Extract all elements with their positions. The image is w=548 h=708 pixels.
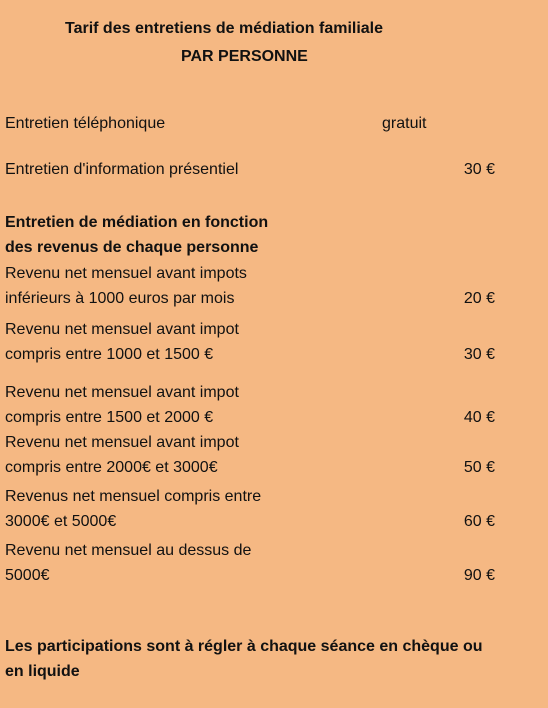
- mediation-heading-cont: des revenus de chaque personne: [5, 239, 259, 256]
- tier-label-cont: 5000€: [5, 567, 50, 584]
- tier-label-cont: compris entre 1500 et 2000 €: [5, 409, 214, 426]
- info-interview-price: 30 €: [463, 161, 495, 178]
- tier-label: Revenus net mensuel compris entre: [5, 488, 262, 505]
- tier-price: 60 €: [463, 513, 495, 530]
- tier-label: Revenu net mensuel avant impot: [5, 434, 239, 451]
- mediation-heading: Entretien de médiation en fonction: [5, 214, 269, 231]
- tier-price: 20 €: [463, 290, 495, 307]
- page-subtitle: PAR PERSONNE: [181, 48, 308, 65]
- tier-label-cont: inférieurs à 1000 euros par mois: [5, 290, 235, 307]
- tier-price: 50 €: [463, 459, 495, 476]
- payment-note: Les participations sont à régler à chaque séance en chèque ou: [5, 638, 483, 655]
- payment-note-cont: en liquide: [5, 663, 80, 680]
- tier-label-cont: 3000€ et 5000€: [5, 513, 117, 530]
- info-interview-label: Entretien d'information présentiel: [5, 161, 239, 178]
- tier-label: Revenu net mensuel au dessus de: [5, 542, 252, 559]
- tier-price: 30 €: [463, 346, 495, 363]
- tier-label-cont: compris entre 1000 et 1500 €: [5, 346, 214, 363]
- page-title: Tarif des entretiens de médiation familiale: [65, 20, 384, 37]
- phone-interview-label: Entretien téléphonique: [5, 115, 166, 132]
- tier-label: Revenu net mensuel avant impot: [5, 321, 239, 338]
- tier-label-cont: compris entre 2000€ et 3000€: [5, 459, 218, 476]
- tier-price: 40 €: [463, 409, 495, 426]
- tier-price: 90 €: [463, 567, 495, 584]
- tier-label: Revenu net mensuel avant impot: [5, 384, 239, 401]
- phone-interview-price: gratuit: [382, 115, 427, 132]
- tier-label: Revenu net mensuel avant impots: [5, 265, 247, 282]
